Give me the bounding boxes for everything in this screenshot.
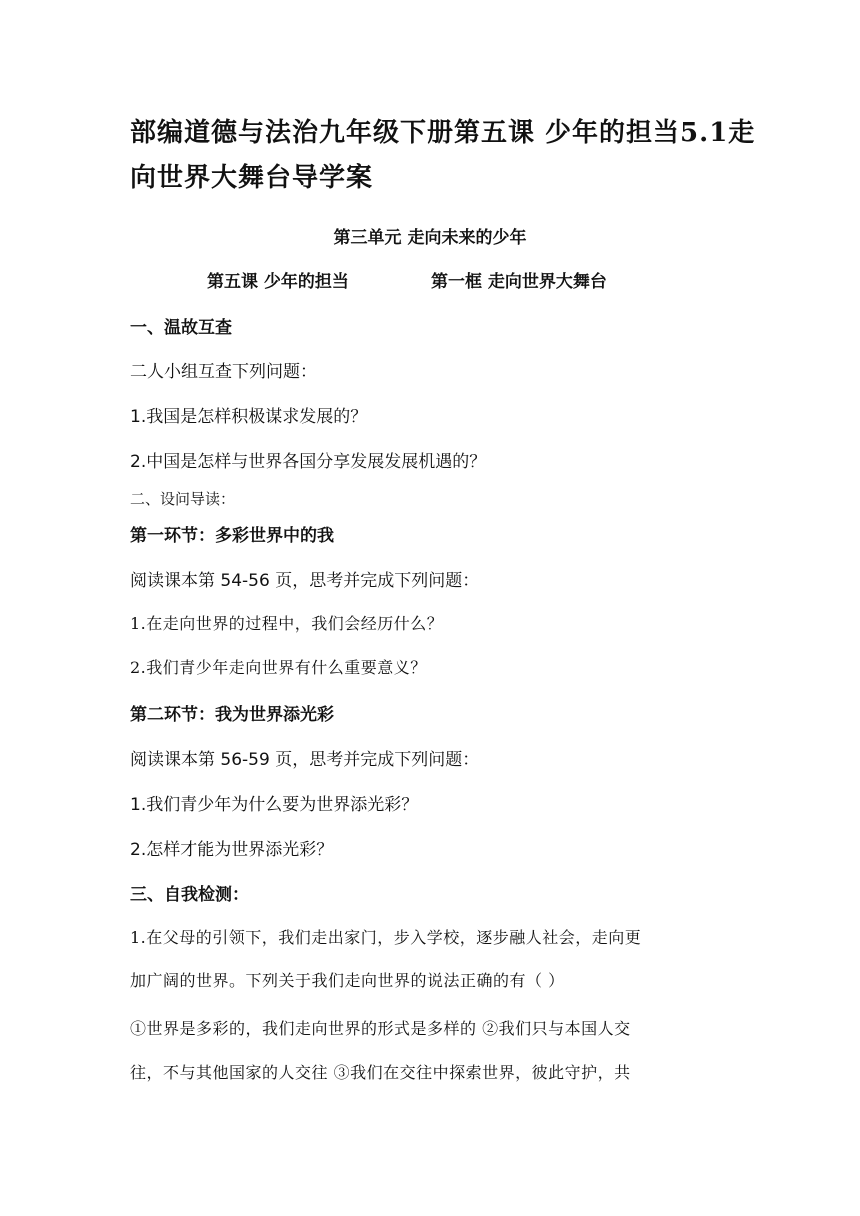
self-test-q1-line-2: 加广阔的世界。下列关于我们走向世界的说法正确的有（ ） [130,971,565,990]
section-3-heading: 三、自我检测： [130,885,249,905]
section-1-intro: 二人小组互查下列问题： [130,362,317,382]
lesson-heading: 第五课 少年的担当 [207,272,349,292]
document-title-line-2: 向世界大舞台导学案 [130,163,374,193]
document-title-line-1: 部编道德与法治九年级下册第五课 少年的担当5.1走 [130,118,756,148]
section-1-question-2: 2.中国是怎样与世界各国分享发展发展机遇的？ [130,452,487,472]
unit-heading: 第三单元 走向未来的少年 [333,228,527,248]
part-2-question-2: 2.怎样才能为世界添光彩？ [130,840,334,860]
self-test-q1-line-1: 1.在父母的引领下，我们走出家门，步入学校，逐步融人社会，走向更 [130,928,642,947]
self-test-q1-line-3: ①世界是多彩的，我们走向世界的形式是多样的 ②我们只与本国人交 [130,1019,631,1038]
part-2-intro: 阅读课本第 56-59 页，思考并完成下列问题： [130,750,480,770]
part-2-heading: 第二环节：我为世界添光彩 [130,705,334,725]
part-1-question-1: 1.在走向世界的过程中，我们会经历什么？ [130,614,444,633]
part-2-question-1: 1.我们青少年为什么要为世界添光彩？ [130,795,419,815]
section-1-question-1: 1.我国是怎样积极谋求发展的？ [130,407,368,427]
section-1-heading: 一、温故互查 [130,318,232,338]
part-1-intro: 阅读课本第 54-56 页，思考并完成下列问题： [130,571,480,591]
part-1-heading: 第一环节：多彩世界中的我 [130,526,334,546]
self-test-q1-line-4: 往，不与其他国家的人交往 ③我们在交往中探索世界，彼此守护，共 [130,1063,631,1082]
frame-heading: 第一框 走向世界大舞台 [431,272,607,292]
section-2-heading: 二、设问导读： [130,490,236,508]
part-1-question-2: 2.我们青少年走向世界有什么重要意义？ [130,658,427,677]
